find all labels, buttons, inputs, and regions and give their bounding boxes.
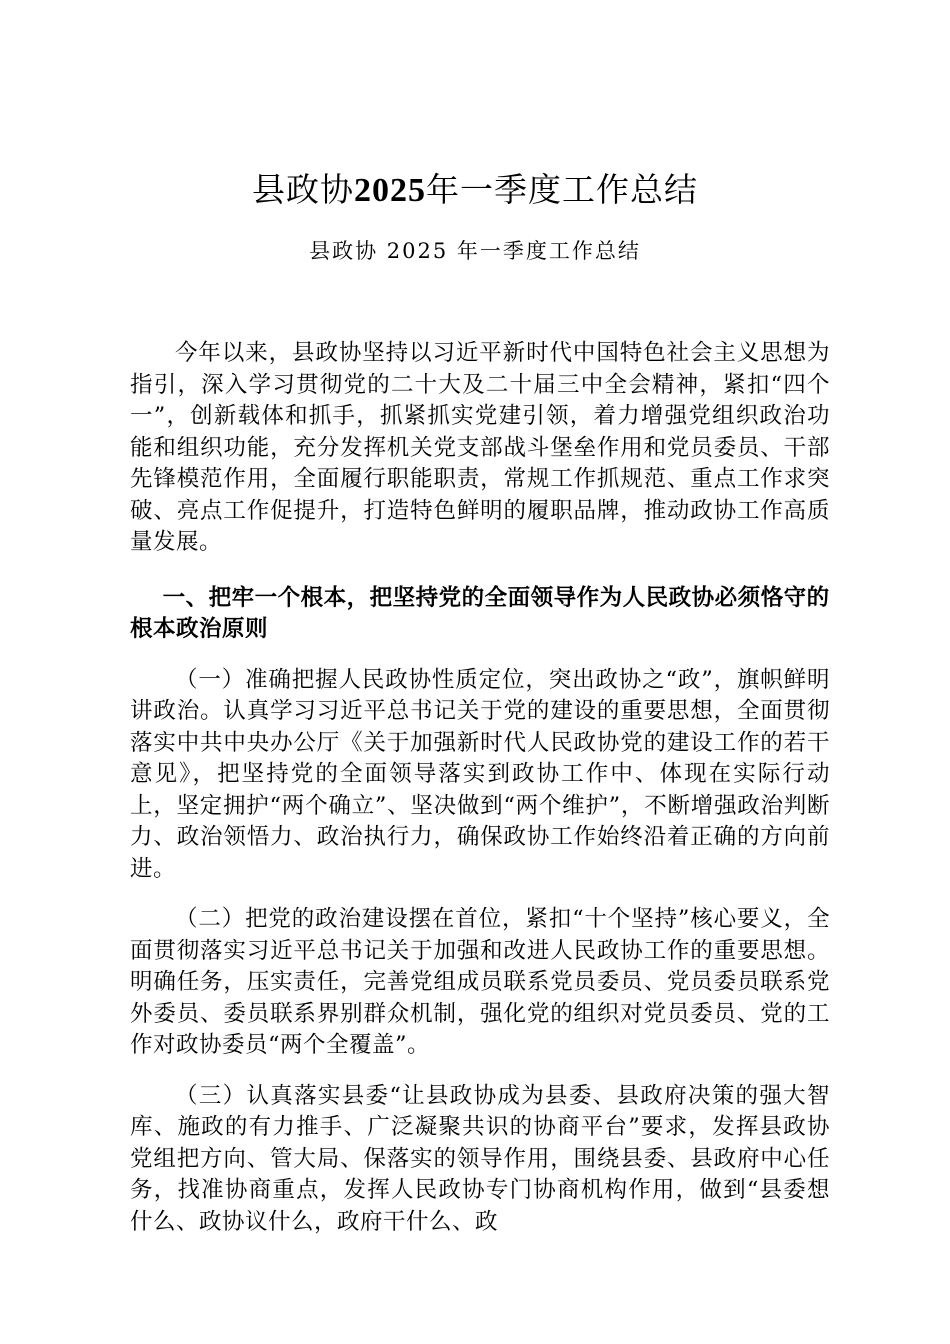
- document-subtitle: 县政协 2025 年一季度工作总结: [309, 239, 641, 263]
- title-year: 2025: [354, 172, 426, 209]
- document-body: [130, 338, 830, 1238]
- section-1-paragraph-3: （三）认真落实县委“让县政协成为县委、县政府决策的强大智库、施政的有力推手、广泛凝聚共识的协商平台”要求，发挥县政协党组把方向、管大局、保落实的领导作用，围绕县委、县政府中心任务，找准协商重点，发挥人民政协专门协商机构作用，做到“县委想什么、政协议什么，政府干什么、政: [130, 1082, 830, 1235]
- section-1-heading: 一、把牢一个根本，把坚持党的全面领导作为人民政协必须恪守的根本政治原则: [130, 584, 830, 642]
- intro-paragraph: 今年以来，县政协坚持以习近平新时代中国特色社会主义思想为指引，深入学习贯彻党的二十大及二十届三中全会精神，紧扣“四个一”，创新载体和抓手，抓紧抓实党建引领，着力增强党组织政治功能和组织功能，充分发挥机关党支部战斗堡垒作用和党员委员、干部先锋模范作用，全面履行职能职责，常规工作抓规范、重点工作求突破、亮点工作促提升，打造特色鲜明的履职品牌，推动政协工作高质量发展。: [130, 340, 830, 555]
- section-1-paragraph-2: （二）把党的政治建设摆在首位，紧扣“十个坚持”核心要义，全面贯彻落实习近平总书记关于加强和改进人民政协工作的重要思想。明确任务，压实责任，完善党组成员联系党员委员、党员委员联系党外委员、委员联系界别群众机制，强化党的组织对党员委员、党的工作对政协委员“两个全覆盖”。: [130, 906, 830, 1058]
- section-1-paragraph-1: （一）准确把握人民政协性质定位，突出政协之“政”，旗帜鲜明讲政治。认真学习习近平总书记关于党的建设的重要思想，全面贯彻落实中共中央办公厅《关于加强新时代人民政协党的建设工作的若干意见》，把坚持党的全面领导落实到政协工作中、体现在实际行动上，坚定拥护“两个确立”、坚决做到“两个维护”，不断增强政治判断力、政治领悟力、政治执行力，确保政协工作始终沿着正确的方向前进。: [130, 666, 830, 882]
- document-title: [0, 168, 950, 213]
- title-suffix: 年一季度工作总结: [426, 170, 698, 209]
- title-prefix: 县政协: [252, 170, 354, 209]
